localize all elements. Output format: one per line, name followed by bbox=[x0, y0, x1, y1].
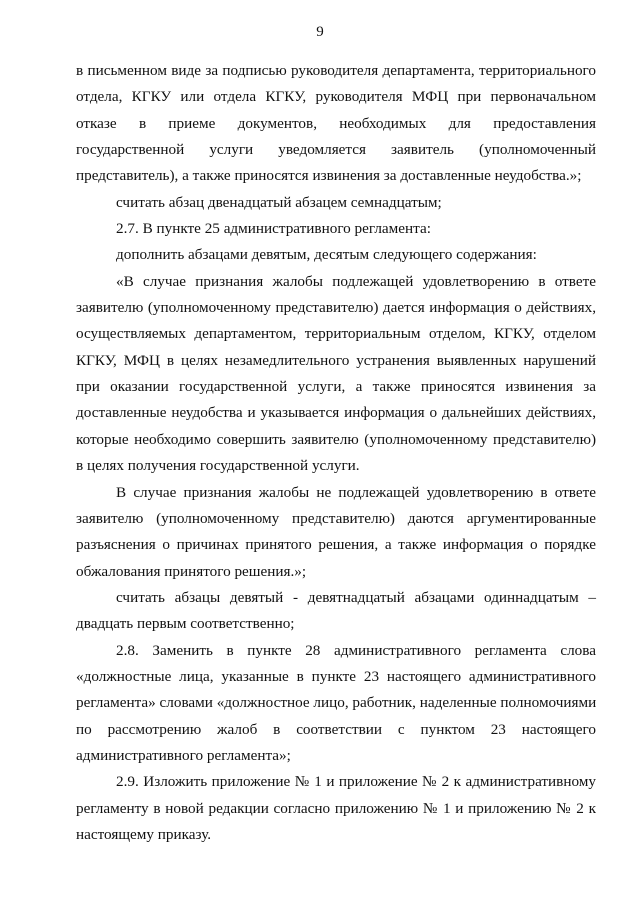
text-line: которые необходимо совершить заявителю (уполномоченному представителю) bbox=[76, 430, 596, 448]
text-line: «должностные лица, указанные в пункте 23 настоящего административного bbox=[76, 667, 596, 685]
text-line: государственной услуги уведомляется заявитель (уполномоченный bbox=[76, 141, 596, 159]
text-line: В случае признания жалобы не подлежащей удовлетворению в ответе bbox=[116, 483, 596, 501]
text-line: административного регламента»; bbox=[76, 746, 291, 764]
text-line: в целях получения государственной услуги. bbox=[76, 457, 360, 475]
text-line: двадцать первым соответственно; bbox=[76, 615, 295, 633]
text-line: разъяснения о причинах принятого решения, а также информация о порядке bbox=[76, 536, 596, 554]
text-line: представитель), а также приносятся извинения за доставленные неудобства.»; bbox=[76, 167, 582, 185]
text-line: настоящему приказу. bbox=[76, 825, 212, 843]
page-number: 9 bbox=[316, 24, 324, 40]
text-line: считать абзац двенадцатый абзацем семнадцатым; bbox=[116, 193, 442, 211]
text-line: заявителю (уполномоченному представителю) дается информация о действиях, bbox=[76, 299, 596, 317]
text-line: обжалования принятого решения.»; bbox=[76, 562, 307, 580]
text-line: 2.7. В пункте 25 административного регламента: bbox=[116, 220, 431, 238]
text-line: при оказании государственной услуги, а также приносятся извинения за bbox=[76, 378, 596, 396]
text-line: по рассмотрению жалоб в соответствии с пунктом 23 настоящего bbox=[76, 720, 596, 738]
text-line: осуществляемых департаментом, территориальным отделом, КГКУ, отделом bbox=[76, 325, 596, 343]
text-line: «В случае признания жалобы подлежащей удовлетворению в ответе bbox=[116, 272, 596, 290]
text-line: доставленные неудобства и указывается информация о дальнейших действиях, bbox=[76, 404, 596, 422]
text-line: дополнить абзацами девятым, десятым следующего содержания: bbox=[116, 246, 537, 264]
text-line: отказе в приеме документов, необходимых для предоставления bbox=[76, 114, 596, 132]
text-line: 2.9. Изложить приложение № 1 и приложение № 2 к административному bbox=[116, 773, 596, 791]
text-line: заявителю (уполномоченному представителю) даются аргументированные bbox=[76, 509, 596, 527]
text-line: КГКУ, МФЦ в целях незамедлительного устранения выявленных нарушений bbox=[76, 351, 596, 369]
text-line: 2.8. Заменить в пункте 28 административного регламента слова bbox=[116, 641, 596, 659]
text-line: считать абзацы девятый - девятнадцатый абзацами одиннадцатым – bbox=[116, 588, 596, 606]
text-line: отдела, КГКУ или отдела КГКУ, руководителя МФЦ при первоначальном bbox=[76, 88, 596, 106]
text-line: в письменном виде за подписью руководителя департамента, территориального bbox=[76, 62, 596, 79]
document-body bbox=[76, 58, 596, 848]
text-line: регламента» словами «должностное лицо, работник, наделенные полномочиями bbox=[76, 694, 597, 712]
text-line: регламенту в новой редакции согласно приложению № 1 и приложению № 2 к bbox=[76, 799, 596, 817]
